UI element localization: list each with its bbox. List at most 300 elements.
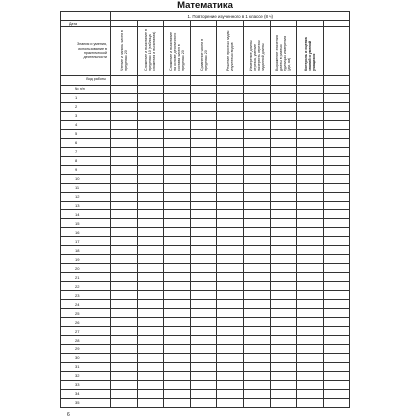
grade-cell[interactable] [164,318,191,327]
grade-cell[interactable] [190,201,217,210]
grade-cell[interactable] [323,210,350,219]
grade-cell[interactable] [297,398,324,407]
grade-cell[interactable] [111,219,138,228]
grade-cell[interactable] [243,147,270,156]
grade-cell[interactable] [137,111,164,120]
grade-cell[interactable] [323,102,350,111]
work-type-cell[interactable] [243,75,270,85]
grade-cell[interactable] [270,300,297,309]
grade-cell[interactable] [137,380,164,389]
grade-cell[interactable] [164,237,191,246]
work-type-cell[interactable] [297,75,324,85]
grade-cell[interactable] [190,237,217,246]
grade-cell[interactable] [323,336,350,345]
grade-cell[interactable] [190,192,217,201]
grade-cell[interactable] [243,129,270,138]
grade-cell[interactable] [297,138,324,147]
grade-cell[interactable] [217,156,244,165]
grade-cell[interactable] [190,219,217,228]
grade-cell[interactable] [111,398,138,407]
grade-cell[interactable] [243,318,270,327]
grade-cell[interactable] [190,273,217,282]
grade-cell[interactable] [164,380,191,389]
grade-cell[interactable] [243,398,270,407]
grade-cell[interactable] [217,183,244,192]
grade-cell[interactable] [111,165,138,174]
grade-cell[interactable] [297,371,324,380]
grade-cell[interactable] [270,362,297,371]
grade-cell[interactable] [137,300,164,309]
grade-cell[interactable] [323,246,350,255]
grade-cell[interactable] [323,156,350,165]
grade-cell[interactable] [217,210,244,219]
grade-cell[interactable] [137,246,164,255]
grade-cell[interactable] [217,389,244,398]
grade-cell[interactable] [217,129,244,138]
grade-cell[interactable] [111,353,138,362]
grade-cell[interactable] [270,219,297,228]
grade-cell[interactable] [297,93,324,102]
grade-cell[interactable] [190,327,217,336]
grade-cell[interactable] [323,398,350,407]
grade-cell[interactable] [297,237,324,246]
grade-cell[interactable] [297,291,324,300]
grade-cell[interactable] [164,201,191,210]
grade-cell[interactable] [297,336,324,345]
grade-cell[interactable] [243,201,270,210]
grade-cell[interactable] [164,327,191,336]
grade-cell[interactable] [323,300,350,309]
grade-cell[interactable] [243,246,270,255]
grade-cell[interactable] [217,120,244,129]
grade-cell[interactable] [297,318,324,327]
grade-cell[interactable] [164,273,191,282]
grade-cell[interactable] [137,93,164,102]
grade-cell[interactable] [137,138,164,147]
grade-cell[interactable] [297,147,324,156]
grade-cell[interactable] [243,362,270,371]
grade-cell[interactable] [243,380,270,389]
grade-cell[interactable] [297,165,324,174]
grade-cell[interactable] [270,102,297,111]
grade-cell[interactable] [164,219,191,228]
grade-cell[interactable] [270,389,297,398]
grade-cell[interactable] [190,264,217,273]
grade-cell[interactable] [270,327,297,336]
grade-cell[interactable] [164,129,191,138]
grade-cell[interactable] [323,165,350,174]
grade-cell[interactable] [323,327,350,336]
grade-cell[interactable] [217,228,244,237]
work-type-cell[interactable] [190,75,217,85]
grade-cell[interactable] [243,138,270,147]
grade-cell[interactable] [323,192,350,201]
grade-cell[interactable] [190,111,217,120]
grade-cell[interactable] [270,201,297,210]
grade-cell[interactable] [217,255,244,264]
grade-cell[interactable] [164,398,191,407]
grade-cell[interactable] [137,336,164,345]
grade-cell[interactable] [137,192,164,201]
grade-cell[interactable] [270,398,297,407]
grade-cell[interactable] [297,353,324,362]
grade-cell[interactable] [111,389,138,398]
grade-cell[interactable] [111,210,138,219]
grade-cell[interactable] [137,210,164,219]
grade-cell[interactable] [270,291,297,300]
grade-cell[interactable] [243,120,270,129]
grade-cell[interactable] [323,129,350,138]
grade-cell[interactable] [297,156,324,165]
grade-cell[interactable] [243,237,270,246]
grade-cell[interactable] [190,318,217,327]
grade-cell[interactable] [137,318,164,327]
grade-cell[interactable] [323,111,350,120]
grade-cell[interactable] [217,345,244,354]
grade-cell[interactable] [323,255,350,264]
grade-cell[interactable] [217,371,244,380]
grade-cell[interactable] [137,398,164,407]
grade-cell[interactable] [137,129,164,138]
grade-cell[interactable] [323,380,350,389]
grade-cell[interactable] [137,228,164,237]
grade-cell[interactable] [137,273,164,282]
grade-cell[interactable] [164,183,191,192]
grade-cell[interactable] [243,93,270,102]
grade-cell[interactable] [270,273,297,282]
grade-cell[interactable] [323,174,350,183]
grade-cell[interactable] [323,291,350,300]
grade-cell[interactable] [137,345,164,354]
grade-cell[interactable] [270,237,297,246]
grade-cell[interactable] [137,102,164,111]
grade-cell[interactable] [111,192,138,201]
grade-cell[interactable] [270,309,297,318]
grade-cell[interactable] [323,371,350,380]
grade-cell[interactable] [270,120,297,129]
grade-cell[interactable] [297,210,324,219]
grade-cell[interactable] [137,237,164,246]
grade-cell[interactable] [217,291,244,300]
grade-cell[interactable] [297,111,324,120]
grade-cell[interactable] [217,201,244,210]
grade-cell[interactable] [190,129,217,138]
grade-cell[interactable] [270,255,297,264]
grade-cell[interactable] [164,264,191,273]
grade-cell[interactable] [323,228,350,237]
grade-cell[interactable] [243,192,270,201]
grade-cell[interactable] [111,309,138,318]
grade-cell[interactable] [270,210,297,219]
grade-cell[interactable] [164,93,191,102]
grade-cell[interactable] [217,300,244,309]
grade-cell[interactable] [297,327,324,336]
grade-cell[interactable] [323,93,350,102]
grade-cell[interactable] [164,111,191,120]
grade-cell[interactable] [217,398,244,407]
grade-cell[interactable] [111,291,138,300]
grade-cell[interactable] [190,291,217,300]
grade-cell[interactable] [111,362,138,371]
grade-cell[interactable] [243,102,270,111]
grade-cell[interactable] [111,371,138,380]
grade-cell[interactable] [111,129,138,138]
grade-cell[interactable] [270,192,297,201]
grade-cell[interactable] [217,264,244,273]
grade-cell[interactable] [217,111,244,120]
grade-cell[interactable] [297,201,324,210]
grade-cell[interactable] [164,336,191,345]
grade-cell[interactable] [217,237,244,246]
grade-cell[interactable] [270,264,297,273]
grade-cell[interactable] [297,174,324,183]
grade-cell[interactable] [297,255,324,264]
grade-cell[interactable] [164,174,191,183]
grade-cell[interactable] [297,300,324,309]
grade-cell[interactable] [297,264,324,273]
grade-cell[interactable] [323,219,350,228]
grade-cell[interactable] [190,309,217,318]
grade-cell[interactable] [297,120,324,129]
work-type-cell[interactable] [323,75,350,85]
grade-cell[interactable] [164,300,191,309]
grade-cell[interactable] [190,228,217,237]
grade-cell[interactable] [137,183,164,192]
grade-cell[interactable] [323,183,350,192]
grade-cell[interactable] [164,353,191,362]
work-type-cell[interactable] [270,75,297,85]
work-type-cell[interactable] [217,75,244,85]
grade-cell[interactable] [270,282,297,291]
grade-cell[interactable] [111,318,138,327]
grade-cell[interactable] [297,273,324,282]
grade-cell[interactable] [297,219,324,228]
grade-cell[interactable] [137,291,164,300]
grade-cell[interactable] [137,219,164,228]
grade-cell[interactable] [297,309,324,318]
grade-cell[interactable] [297,282,324,291]
grade-cell[interactable] [190,147,217,156]
grade-cell[interactable] [164,345,191,354]
grade-cell[interactable] [111,138,138,147]
grade-cell[interactable] [190,345,217,354]
grade-cell[interactable] [217,327,244,336]
grade-cell[interactable] [164,291,191,300]
grade-cell[interactable] [111,237,138,246]
grade-cell[interactable] [323,282,350,291]
grade-cell[interactable] [111,120,138,129]
grade-cell[interactable] [270,336,297,345]
grade-cell[interactable] [217,219,244,228]
grade-cell[interactable] [270,246,297,255]
grade-cell[interactable] [137,147,164,156]
grade-cell[interactable] [190,138,217,147]
grade-cell[interactable] [270,138,297,147]
grade-cell[interactable] [243,327,270,336]
grade-cell[interactable] [270,129,297,138]
grade-cell[interactable] [111,156,138,165]
grade-cell[interactable] [243,255,270,264]
grade-cell[interactable] [297,362,324,371]
grade-cell[interactable] [297,246,324,255]
grade-cell[interactable] [190,174,217,183]
grade-cell[interactable] [323,201,350,210]
grade-cell[interactable] [111,255,138,264]
work-type-cell[interactable] [164,75,191,85]
grade-cell[interactable] [243,300,270,309]
grade-cell[interactable] [243,219,270,228]
grade-cell[interactable] [190,246,217,255]
grade-cell[interactable] [323,138,350,147]
grade-cell[interactable] [270,345,297,354]
grade-cell[interactable] [270,174,297,183]
grade-cell[interactable] [190,282,217,291]
grade-cell[interactable] [323,120,350,129]
grade-cell[interactable] [164,120,191,129]
grade-cell[interactable] [111,246,138,255]
grade-cell[interactable] [243,111,270,120]
grade-cell[interactable] [137,309,164,318]
grade-cell[interactable] [190,93,217,102]
grade-cell[interactable] [323,362,350,371]
grade-cell[interactable] [297,102,324,111]
grade-cell[interactable] [243,264,270,273]
grade-cell[interactable] [297,192,324,201]
grade-cell[interactable] [137,174,164,183]
grade-cell[interactable] [243,389,270,398]
grade-cell[interactable] [164,192,191,201]
grade-cell[interactable] [137,255,164,264]
grade-cell[interactable] [190,398,217,407]
grade-cell[interactable] [243,371,270,380]
grade-cell[interactable] [323,309,350,318]
grade-cell[interactable] [137,362,164,371]
grade-cell[interactable] [217,336,244,345]
grade-cell[interactable] [243,183,270,192]
grade-cell[interactable] [323,353,350,362]
grade-cell[interactable] [243,345,270,354]
grade-cell[interactable] [137,120,164,129]
grade-cell[interactable] [111,147,138,156]
grade-cell[interactable] [164,309,191,318]
grade-cell[interactable] [270,93,297,102]
grade-cell[interactable] [217,309,244,318]
grade-cell[interactable] [217,282,244,291]
grade-cell[interactable] [111,174,138,183]
grade-cell[interactable] [164,102,191,111]
grade-cell[interactable] [217,362,244,371]
grade-cell[interactable] [243,291,270,300]
grade-cell[interactable] [270,371,297,380]
grade-cell[interactable] [164,210,191,219]
grade-cell[interactable] [164,138,191,147]
grade-cell[interactable] [164,147,191,156]
grade-cell[interactable] [217,102,244,111]
grade-cell[interactable] [217,273,244,282]
grade-cell[interactable] [111,273,138,282]
grade-cell[interactable] [270,318,297,327]
grade-cell[interactable] [270,165,297,174]
grade-cell[interactable] [243,353,270,362]
grade-cell[interactable] [190,362,217,371]
grade-cell[interactable] [217,318,244,327]
grade-cell[interactable] [137,201,164,210]
work-type-cell[interactable] [137,75,164,85]
grade-cell[interactable] [270,111,297,120]
grade-cell[interactable] [137,282,164,291]
grade-cell[interactable] [243,273,270,282]
grade-cell[interactable] [270,183,297,192]
grade-cell[interactable] [111,345,138,354]
grade-cell[interactable] [217,246,244,255]
grade-cell[interactable] [190,210,217,219]
grade-cell[interactable] [323,345,350,354]
grade-cell[interactable] [297,389,324,398]
grade-cell[interactable] [190,353,217,362]
grade-cell[interactable] [270,228,297,237]
grade-cell[interactable] [111,102,138,111]
grade-cell[interactable] [323,318,350,327]
grade-cell[interactable] [243,228,270,237]
grade-cell[interactable] [217,174,244,183]
grade-cell[interactable] [190,120,217,129]
grade-cell[interactable] [111,300,138,309]
grade-cell[interactable] [137,156,164,165]
grade-cell[interactable] [111,93,138,102]
grade-cell[interactable] [243,336,270,345]
grade-cell[interactable] [164,255,191,264]
grade-cell[interactable] [137,327,164,336]
grade-cell[interactable] [270,380,297,389]
grade-cell[interactable] [190,371,217,380]
grade-cell[interactable] [217,138,244,147]
grade-cell[interactable] [217,192,244,201]
grade-cell[interactable] [297,345,324,354]
grade-cell[interactable] [297,228,324,237]
grade-cell[interactable] [217,165,244,174]
grade-cell[interactable] [243,282,270,291]
grade-cell[interactable] [190,389,217,398]
grade-cell[interactable] [164,282,191,291]
grade-cell[interactable] [190,102,217,111]
grade-cell[interactable] [164,165,191,174]
grade-cell[interactable] [217,147,244,156]
grade-cell[interactable] [243,309,270,318]
grade-cell[interactable] [164,156,191,165]
grade-cell[interactable] [297,183,324,192]
grade-cell[interactable] [111,282,138,291]
grade-cell[interactable] [243,174,270,183]
grade-cell[interactable] [137,264,164,273]
grade-cell[interactable] [243,165,270,174]
grade-cell[interactable] [270,147,297,156]
grade-cell[interactable] [323,389,350,398]
grade-cell[interactable] [111,183,138,192]
grade-cell[interactable] [297,380,324,389]
grade-cell[interactable] [111,228,138,237]
grade-cell[interactable] [190,380,217,389]
grade-cell[interactable] [111,111,138,120]
grade-cell[interactable] [164,246,191,255]
grade-cell[interactable] [190,183,217,192]
grade-cell[interactable] [243,156,270,165]
grade-cell[interactable] [164,362,191,371]
grade-cell[interactable] [323,147,350,156]
grade-cell[interactable] [323,273,350,282]
grade-cell[interactable] [111,336,138,345]
grade-cell[interactable] [190,156,217,165]
grade-cell[interactable] [270,353,297,362]
